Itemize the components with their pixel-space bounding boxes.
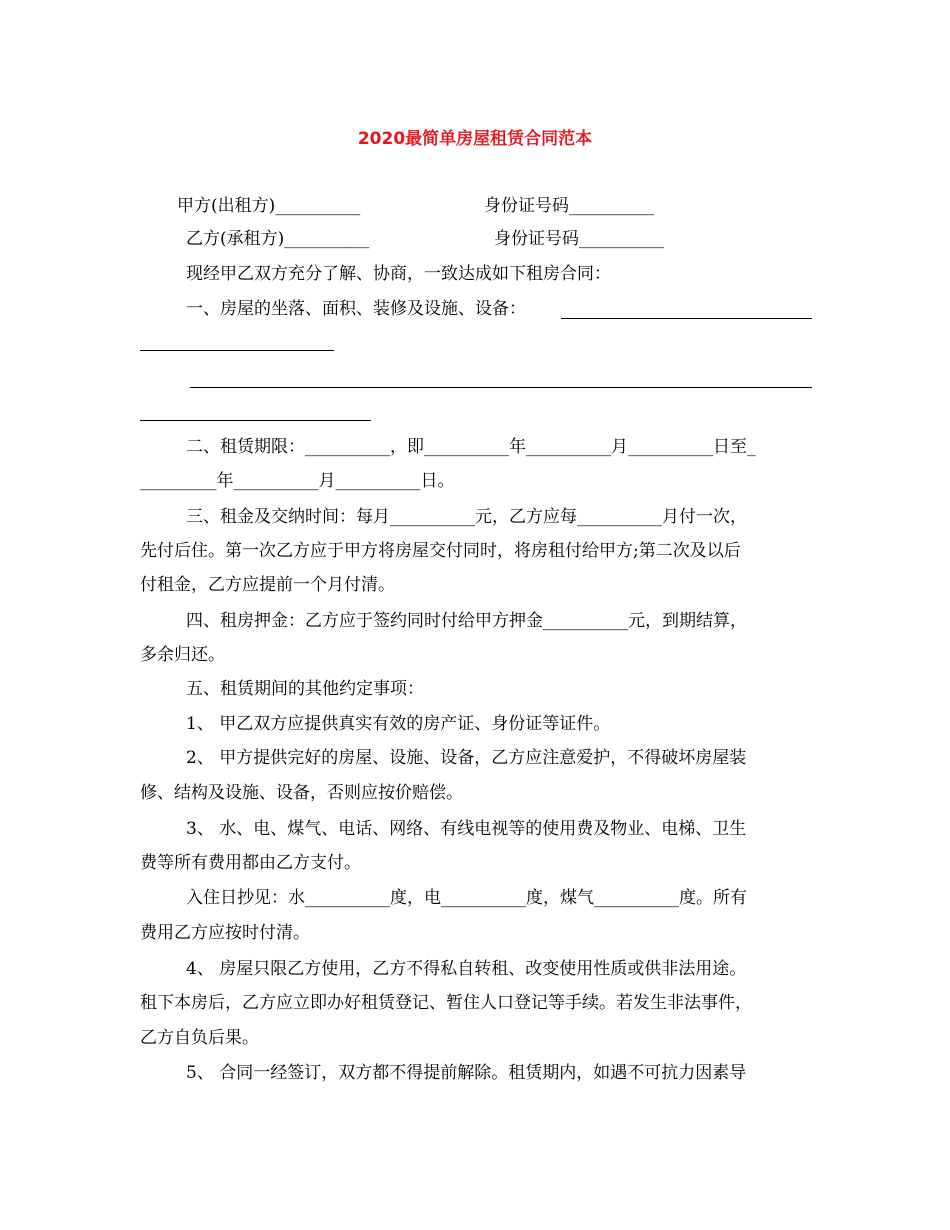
clause-3-line-3: 付租金，乙方应提前一个月付清。	[140, 575, 395, 595]
clause-3-line-1: 三、租金及交纳时间：每月__________元，乙方应每__________月付一次，	[186, 507, 747, 527]
document-title: 2020最简单房屋租赁合同范本	[357, 129, 593, 149]
item-4-line-3: 乙方自负后果。	[140, 1028, 259, 1048]
item-3-line-2: 费等所有费用都由乙方支付。	[140, 853, 361, 873]
item-4-line-2: 租下本房后，乙方应立即办好租赁登记、暂住人口登记等手续。若发生非法事件，	[140, 993, 752, 1013]
clause-1-blank-line-4	[140, 420, 371, 421]
party-a-line: 甲方(出租方)__________	[177, 196, 361, 216]
clause-3-line-2: 先付后住。第一次乙方应于甲方将房屋交付同时，将房租付给甲方;第二次及以后	[140, 541, 741, 561]
item-4-line-1: 4、 房屋只限乙方使用，乙方不得私自转租、改变使用性质或供非法用途。	[186, 959, 747, 979]
item-1: 1、 甲乙双方应提供真实有效的房产证、身份证等证件。	[186, 714, 611, 734]
intro-paragraph: 现经甲乙双方充分了解、协商，一致达成如下租房合同：	[186, 264, 611, 284]
item-3-line-1: 3、 水、电、煤气、电话、网络、有线电视等的使用费及物业、电梯、卫生	[186, 819, 747, 839]
item-5-line-1: 5、 合同一经签订，双方都不得提前解除。租赁期内，如遇不可抗力因素导	[186, 1063, 747, 1083]
clause-2-line-2: _________年__________月__________日。	[140, 471, 455, 491]
clause-5-heading: 五、租赁期间的其他约定事项：	[186, 679, 424, 699]
clause-2-line-1: 二、租赁期限：__________，即__________年__________月__________日至_	[186, 437, 756, 457]
item-2-line-2: 修、结构及设施、设备，否则应按价赔偿。	[140, 783, 463, 803]
clause-1-blank-line-3	[190, 387, 812, 388]
party-b-line: 乙方(承租方)__________	[186, 229, 370, 249]
item-2-line-1: 2、 甲方提供完好的房屋、设施、设备，乙方应注意爱护，不得破坏房屋装	[186, 748, 747, 768]
clause-1-blank-line	[561, 318, 812, 319]
clause-4-line-2: 多余归还。	[140, 645, 225, 665]
party-b-id-line: 身份证号码__________	[494, 229, 664, 249]
clause-1-heading: 一、房屋的坐落、面积、装修及设施、设备：	[186, 299, 526, 319]
clause-4-line-1: 四、租房押金：乙方应于签约同时付给甲方押金__________元，到期结算，	[186, 611, 747, 631]
clause-1-blank-line-2	[140, 350, 334, 351]
meter-reading-line-2: 费用乙方应按时付清。	[140, 923, 310, 943]
party-a-id-line: 身份证号码__________	[484, 196, 654, 216]
meter-reading-line-1: 入住日抄见：水__________度，电__________度，煤气__________度。所有	[186, 888, 747, 908]
